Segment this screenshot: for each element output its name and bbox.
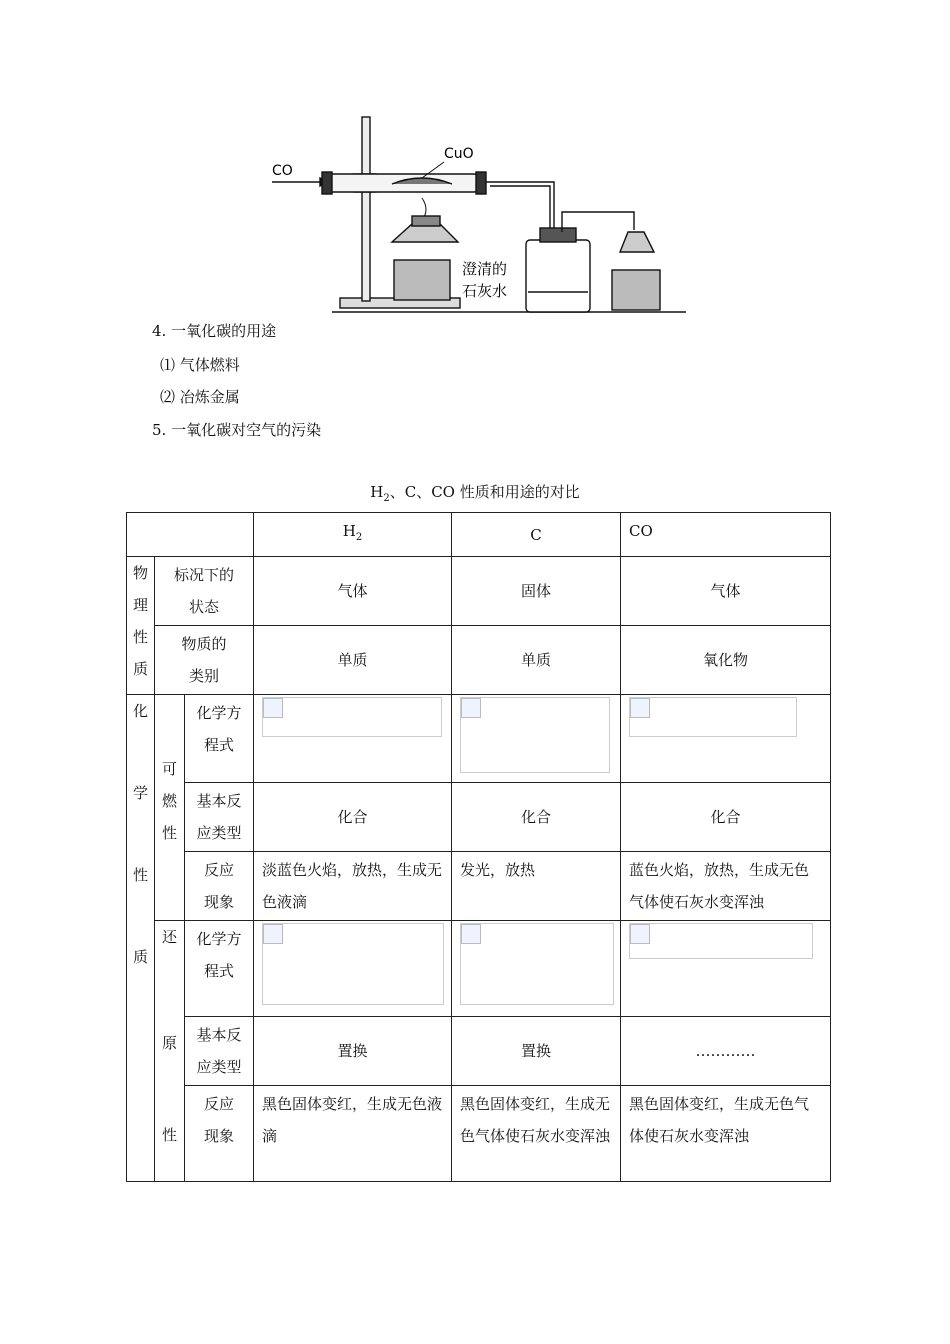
broken-image-icon bbox=[461, 924, 481, 944]
section-5-heading: 5. 一氧化碳对空气的污染 bbox=[152, 421, 322, 439]
reaction-type-label: 基本反 应类型 bbox=[185, 1017, 254, 1086]
cell: ………… bbox=[621, 1017, 831, 1086]
cell: 单质 bbox=[452, 626, 621, 695]
header-h2: $H_2$ bbox=[254, 513, 452, 557]
section-4-heading: 4. 一氧化碳的用途 bbox=[152, 322, 277, 340]
flammability-label: 可 燃 性 bbox=[155, 695, 185, 921]
broken-image-icon bbox=[630, 698, 650, 718]
cell: 淡蓝色火焰，放热，生成无色液滴 bbox=[254, 852, 452, 921]
phenomenon-label: 反应 现象 bbox=[185, 1086, 254, 1182]
table-row bbox=[127, 557, 831, 626]
broken-image-icon bbox=[263, 924, 283, 944]
table-row bbox=[127, 626, 831, 695]
state-label: 标况下的 状态 bbox=[155, 557, 254, 626]
comparison-table bbox=[126, 512, 831, 1182]
physical-group-label: 物 理 性 质 bbox=[127, 557, 155, 695]
co-inlet-label: CO bbox=[272, 163, 293, 179]
table-row bbox=[127, 783, 831, 852]
cell: 黑色固体变红，生成无色气体使石灰水变浑浊 bbox=[452, 1086, 621, 1182]
equation-image-h2 bbox=[254, 695, 452, 783]
table-row bbox=[127, 1017, 831, 1086]
table-row bbox=[127, 1086, 831, 1182]
header-co: CO bbox=[621, 513, 831, 557]
equation-image-c bbox=[452, 921, 621, 1017]
cell: 置换 bbox=[254, 1017, 452, 1086]
limewater-label-2: 石灰水 bbox=[462, 282, 508, 300]
category-label: 物质的 类别 bbox=[155, 626, 254, 695]
table-row bbox=[127, 695, 831, 783]
use-metallurgy: ⑵ 冶炼金属 bbox=[160, 388, 240, 406]
cell: 化合 bbox=[452, 783, 621, 852]
broken-image-icon bbox=[461, 698, 481, 718]
cell: 气体 bbox=[254, 557, 452, 626]
equation-image-co bbox=[621, 921, 831, 1017]
table-row bbox=[127, 852, 831, 921]
cell: 黑色固体变红，生成无色液滴 bbox=[254, 1086, 452, 1182]
equation-image-co bbox=[621, 695, 831, 783]
header-c: C bbox=[452, 513, 621, 557]
chemical-group-label: 化 学 性 质 bbox=[127, 695, 155, 1182]
broken-image-icon bbox=[263, 698, 283, 718]
phenomenon-label: 反应 现象 bbox=[185, 852, 254, 921]
cell: 化合 bbox=[621, 783, 831, 852]
equation-image-c bbox=[452, 695, 621, 783]
cell: 置换 bbox=[452, 1017, 621, 1086]
cell: 气体 bbox=[621, 557, 831, 626]
cell: 氧化物 bbox=[621, 626, 831, 695]
cell: 黑色固体变红，生成无色气体使石灰水变浑浊 bbox=[621, 1086, 831, 1182]
co-reduction-apparatus-figure bbox=[262, 112, 692, 322]
cell: 单质 bbox=[254, 626, 452, 695]
cell: 固体 bbox=[452, 557, 621, 626]
reducibility-label: 还 原 性 bbox=[155, 921, 185, 1182]
equation-label: 化学方 程式 bbox=[185, 695, 254, 783]
cell: 化合 bbox=[254, 783, 452, 852]
cuo-label: CuO bbox=[444, 146, 474, 162]
equation-label: 化学方 程式 bbox=[185, 921, 254, 1017]
reaction-type-label: 基本反 应类型 bbox=[185, 783, 254, 852]
limewater-label-1: 澄清的 bbox=[462, 260, 508, 278]
cell: 发光，放热 bbox=[452, 852, 621, 921]
table-caption: $H_2$、C、CO 性质和用途的对比 bbox=[370, 483, 580, 504]
use-fuel: ⑴ 气体燃料 bbox=[160, 356, 240, 374]
equation-image-h2 bbox=[254, 921, 452, 1017]
broken-image-icon bbox=[630, 924, 650, 944]
table-header-row bbox=[127, 513, 831, 557]
table-row bbox=[127, 921, 831, 1017]
cell: 蓝色火焰，放热，生成无色气体使石灰水变浑浊 bbox=[621, 852, 831, 921]
